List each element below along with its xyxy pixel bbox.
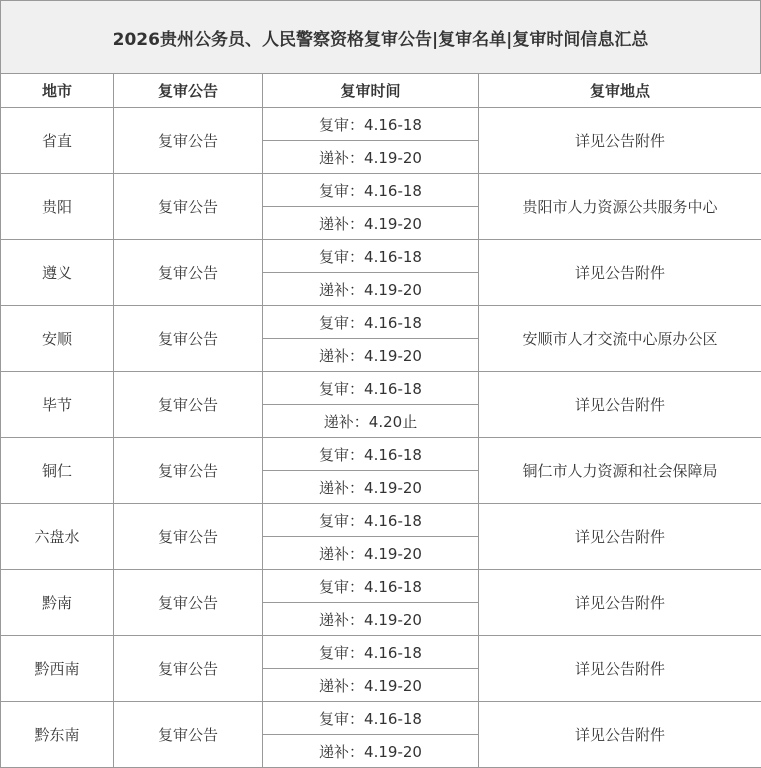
table-row [1, 240, 761, 273]
review-time-cell: 复审：4.16-18 [263, 570, 479, 603]
location-cell: 详见公告附件 [479, 240, 761, 306]
city-cell: 安顺 [1, 306, 114, 372]
table-row [1, 306, 761, 339]
notice-link[interactable]: 复审公告 [114, 174, 263, 240]
notice-link[interactable]: 复审公告 [114, 636, 263, 702]
header-location: 复审地点 [479, 74, 761, 108]
location-cell: 详见公告附件 [479, 108, 761, 174]
city-cell: 铜仁 [1, 438, 114, 504]
location-cell: 贵阳市人力资源公共服务中心 [479, 174, 761, 240]
supplement-time-cell: 递补：4.19-20 [263, 669, 479, 702]
supplement-time-cell: 递补：4.19-20 [263, 735, 479, 768]
supplement-time-cell: 递补：4.19-20 [263, 603, 479, 636]
supplement-time-cell: 递补：4.19-20 [263, 339, 479, 372]
supplement-time-cell: 递补：4.20止 [263, 405, 479, 438]
review-time-cell: 复审：4.16-18 [263, 702, 479, 735]
city-cell: 黔南 [1, 570, 114, 636]
notice-link[interactable]: 复审公告 [114, 570, 263, 636]
location-cell: 详见公告附件 [479, 636, 761, 702]
review-time-cell: 复审：4.16-18 [263, 240, 479, 273]
supplement-time-cell: 递补：4.19-20 [263, 537, 479, 570]
location-cell: 详见公告附件 [479, 570, 761, 636]
table-row [1, 636, 761, 669]
notice-link[interactable]: 复审公告 [114, 372, 263, 438]
table-row [1, 504, 761, 537]
page-title: 2026贵州公务员、人民警察资格复审公告|复审名单|复审时间信息汇总 [0, 0, 761, 74]
review-time-cell: 复审：4.16-18 [263, 174, 479, 207]
location-cell: 详见公告附件 [479, 702, 761, 768]
location-cell: 详见公告附件 [479, 372, 761, 438]
table-header-row [1, 74, 761, 108]
notice-link[interactable]: 复审公告 [114, 438, 263, 504]
location-cell: 安顺市人才交流中心原办公区 [479, 306, 761, 372]
table-body [1, 108, 761, 768]
header-notice: 复审公告 [114, 74, 263, 108]
city-cell: 省直 [1, 108, 114, 174]
review-schedule-table [0, 73, 761, 768]
review-time-cell: 复审：4.16-18 [263, 636, 479, 669]
notice-link[interactable]: 复审公告 [114, 306, 263, 372]
supplement-time-cell: 递补：4.19-20 [263, 273, 479, 306]
table-row [1, 570, 761, 603]
city-cell: 黔西南 [1, 636, 114, 702]
review-time-cell: 复审：4.16-18 [263, 108, 479, 141]
table-row [1, 174, 761, 207]
city-cell: 贵阳 [1, 174, 114, 240]
table-row [1, 108, 761, 141]
city-cell: 遵义 [1, 240, 114, 306]
review-time-cell: 复审：4.16-18 [263, 438, 479, 471]
notice-link[interactable]: 复审公告 [114, 504, 263, 570]
review-time-cell: 复审：4.16-18 [263, 306, 479, 339]
location-cell: 详见公告附件 [479, 504, 761, 570]
table-row [1, 438, 761, 471]
supplement-time-cell: 递补：4.19-20 [263, 207, 479, 240]
notice-link[interactable]: 复审公告 [114, 240, 263, 306]
header-time: 复审时间 [263, 74, 479, 108]
city-cell: 黔东南 [1, 702, 114, 768]
supplement-time-cell: 递补：4.19-20 [263, 141, 479, 174]
location-cell: 铜仁市人力资源和社会保障局 [479, 438, 761, 504]
table-row [1, 372, 761, 405]
review-time-cell: 复审：4.16-18 [263, 372, 479, 405]
notice-link[interactable]: 复审公告 [114, 108, 263, 174]
review-time-cell: 复审：4.16-18 [263, 504, 479, 537]
table-row [1, 702, 761, 735]
city-cell: 毕节 [1, 372, 114, 438]
city-cell: 六盘水 [1, 504, 114, 570]
header-city: 地市 [1, 74, 114, 108]
supplement-time-cell: 递补：4.19-20 [263, 471, 479, 504]
notice-link[interactable]: 复审公告 [114, 702, 263, 768]
